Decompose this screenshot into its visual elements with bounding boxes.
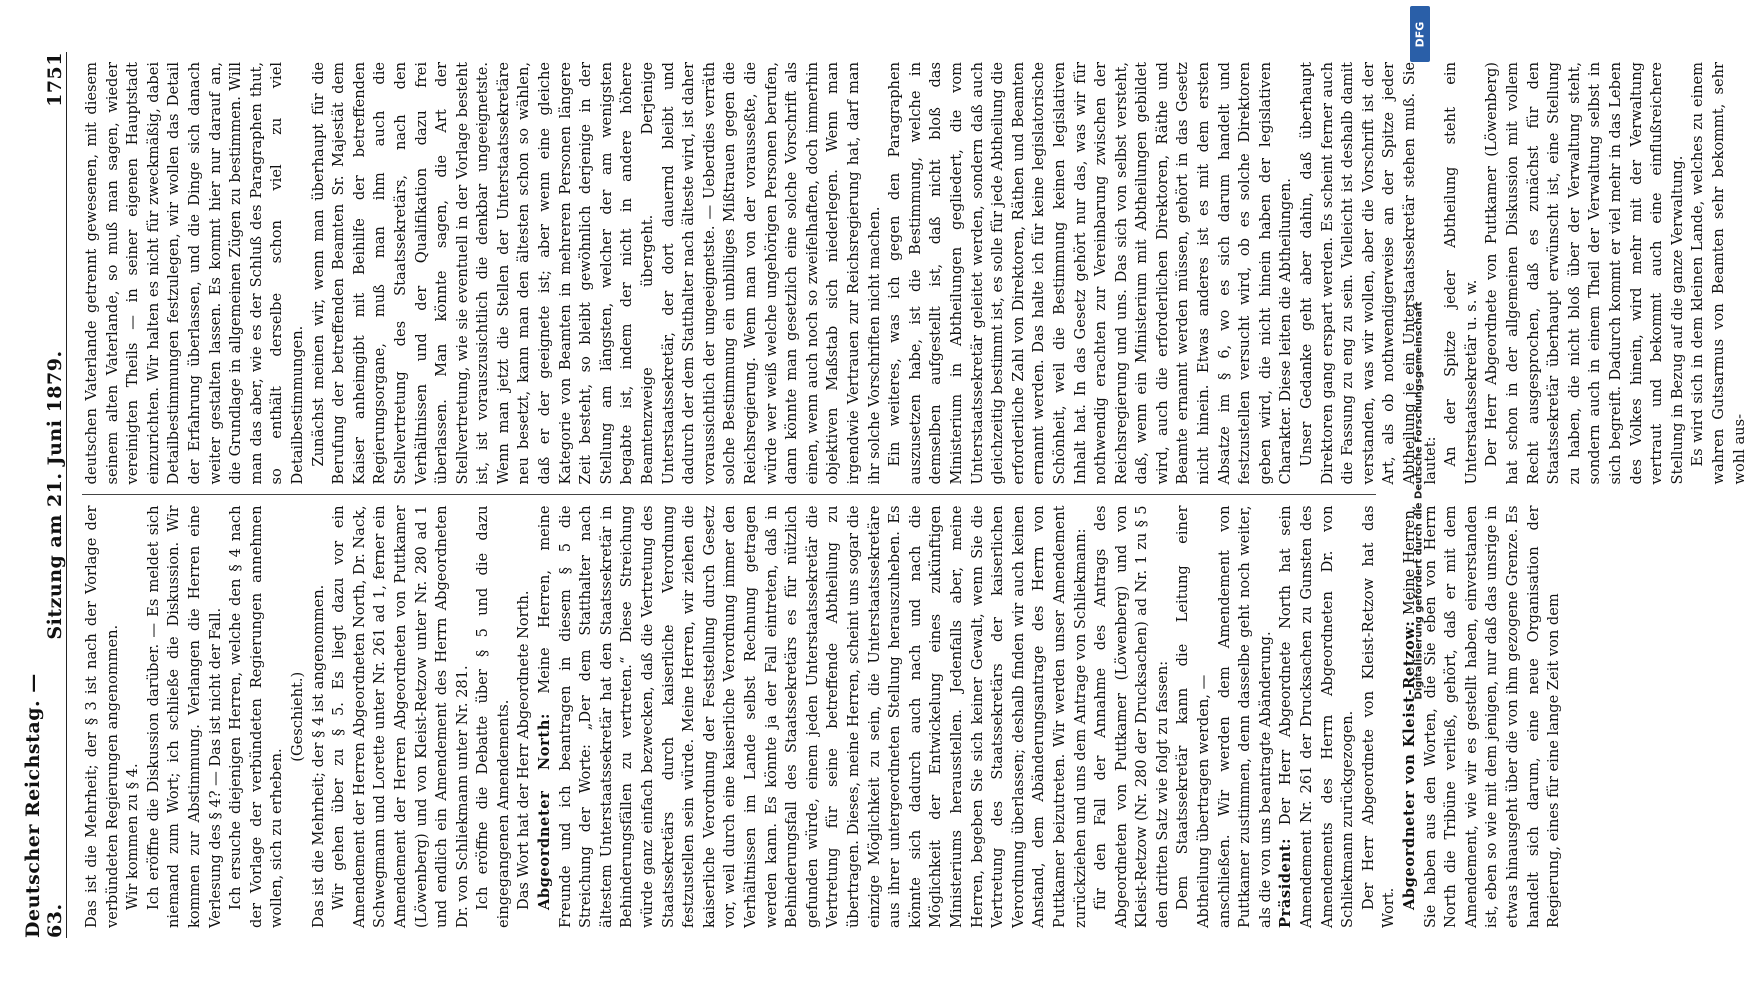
paragraph [82,506,123,929]
paragraph-text: Der Herr Abgeordnete von Puttkamer (Löwenberg) hat schon in der allgemeinen Diskussion mit vollem Recht ausgesprochen, daß es zunächst für den Staatssekretär überhaupt erwünscht ist, eine Stellung zu haben, die nicht bloß über der Verwaltung steht, sondern auch in einem Theil der Verwaltung selbst in sich begreift. Dadurch kommt er viel mehr in das Leben des Volkes hinein, wird mehr mit der Verwaltung vertraut und bekommt auch eine einflußreichere Stellung in Bezug auf die ganze Verwaltung. [1483,62,1686,485]
paragraph-text: Zunächst meinen wir, wenn man überhaupt für die Berufung der betreffenden Beamten Sr. Majestät dem Kaiser anheimgibt mit Beihilfe der betreffenden Regierungsorgane, muß man ihm auch die Stellvertretung des Staatssekretärs, nach den Verhältnissen und der Qualifikation dazu frei überlassen. Man könnte sagen, die Art der Stellvertretung, wie sie eventuell in der Vorlage besteht ist, ist vorauszusichtlich die denkbar ungeeignetste. Wenn man jetzt die Stellen der Unterstaatssekretäre neu besetzt, kann man den ältesten schon so wählen, daß er der geeignete ist; aber wenn eine gleiche Kategorie von Beamten in mehreren Personen längere Zeit besteht, so bleibt gewöhnlich derjenige in der Stellung am längsten, welcher der am wenigsten begabte ist, indem der nicht in andere höhere Beamtenzweige übergeht. Derjenige Unterstaatssekretär, der dort dauernd bleibt und dadurch der dem Statthalter nach älteste wird, ist daher voraussichtlich der ungeeignetste. — Ueberdies verräth solche Bestimmung ein unbilliges Mißtrauen gegen die Reichsregierung. Wenn man von der vorausseßte, die würde wer weiß welche ungehörigen Personen berufen, dann könnte man gesetzlich eine solche Vorschrift als einen, wenn auch noch so zweifelhaften, doch immerhin objektiven Maßstab sich niederlegen. Wenn man irgendwie Vertrauen zur Reichsregierung hat, darf man ihr solche Vorschriften nicht machen. [309,62,883,485]
header-publication: Deutscher Reichstag. — 63. [22,673,66,938]
paragraph-text: Das ist die Mehrheit; der § 3 ist nach der Vorlage der verbündeten Regierungen angenommen. [83,505,121,928]
paragraph [123,506,144,929]
paragraph [329,506,473,929]
page-header [22,52,67,938]
paragraph-text: Das Wort hat der Herr Abgeordnete North. [515,590,533,910]
paragraph [144,506,226,929]
paragraph-text: Das ist die Mehrheit; der § 4 ist angenommen. [309,584,327,928]
paragraph [82,62,309,485]
paragraph [885,62,1297,485]
paragraph-text: für den Fall der Annahme des Antrags des Abgeordneten von Puttkamer (Löwenberg) und von Kleist-Retzow (Nr. 280 der Drucksachen) ad Nr. 1 zu § 5 den dritten Satz wie folgt zu fassen: [1092,505,1171,928]
paragraph-text: deutschen Vaterlande getrennt gewesenen, mit diesem seinem alten Vaterlande, so muß man sagen, wieder vereinigten Theils — in seiner eigenen Hauptstadt einzurichten. Wir halten es nicht für zweckmäßig, dabei Detailbestimmungen festzulegen, wir wollen das Detail der Erfahrung überlassen, und die Dinge sich danach weiter gestalten lassen. Es kommt hier nur darauf an, die Grundlage in allgemeinen Zügen zu bestimmen. Will man das aber, wie es der Schluß des Paragraphen thut, so enthält derselbe schon viel zu viel Detailbestimmungen. [83,62,306,485]
paragraph [1215,506,1277,929]
header-session-date: Sitzung am 21. Juni 1879. [44,350,66,640]
paragraph-text: Dem Staatssekretär kann die Leitung einer Abtheilung übertragen werden, — [1174,505,1213,928]
paragraph-text: Meine Herren, meine Freunde und ich beantragen in diesem § 5 die Streichung der Worte: „Der dem Statthalter nach ältestem Unterstaatssekretär hat den Staatssekretär in Behinderungsfällen zu vertreten.“ Diese Streichung würde ganz einfach bezwecken, daß die Vertretung des Staatssekretärs durch kaiserliche Verordnung festzustellen sein würde. Meine Herren, wir ziehen die kaiserliche Verordnung der Feststellung durch Gesetz vor, weil durch eine kaiserliche Verordnung immer den Verhältnissen im Lande selbst Rechnung getragen werden kann. Es könnte ja der Fall eintreten, daß in Behinderungsfall des Staatssekretärs es für nützlich gefunden würde, einem jeden Unterstaatssekretär die Vertretung für seine betreffende Abtheilung zu übertragen. Dieses, meine Herren, scheint uns sogar die einzige Möglichkeit zu sein, die Unterstaatssekretäre aus ihrer untergeordneten Stellung herauszuheben. Es könnte sich dadurch auch nach und nach die Möglichkeit der Entwickelung eines zukünftigen Ministeriums herausstellen. Jedenfalls aber, meine Herren, begeben Sie sich keiner Gewalt, wenn Sie die Vertretung des Staatssekretärs der kaiserlichen Verordnung überlassen; deshalb finden wir auch keinen Anstand, dem Abänderungsantrage des Herrn von Puttkamer beizutreten. Wir werden unser Amendement zurückziehen und uns dem Antrage von Schliekmann: [536,505,1089,928]
dfg-logo: DFG [1410,6,1430,62]
right-column [82,52,1748,496]
paragraph-text: Ich ersuche diejenigen Herren, welche den § 4 nach der Vorlage der verbündeten Regierungen annehmen wollen, sich zu erheben. [227,505,286,928]
paragraph-text: Der Herr Abgeordnete von Kleist-Retzow hat das Wort. [1359,505,1398,928]
paragraph [1482,62,1688,485]
paragraph [535,506,1091,929]
paragraph [1091,506,1173,929]
paragraph-text: An der Spitze jeder Abtheilung steht ein Unterstaatssekretär u. s. w. [1442,62,1480,485]
paragraph [1441,62,1482,485]
paragraph [514,506,535,929]
paragraph [309,62,886,485]
paragraph-text: Meine Herren, Sie haben aus den Worten, die Sie eben von Herrn North die Tribüne verließ, gehört, daß er mit dem Amendement, wie wir es gestellt haben, einverstanden ist, eben so wie mit dem jenigen, nur daß das unsrige in etwas hinausgeht über die von ihm gezogene Grenze. Es handelt sich darum, eine neue Organisation der Regierung, eines für eine lange Zeit von dem [1401,505,1563,928]
paragraph-text: Der Herr Abgeordnete North hat sein Amendement Nr. 261 der Drucksachen zu Gunsten des Amendements des Herrn Abgeordneten Dr. von Schliekmann zurückgezogen. [1277,505,1357,928]
paragraph [1276,506,1358,929]
paragraph-text: Wir kommen zu § 4. [124,763,142,910]
paragraph [309,506,330,929]
paragraph [226,506,288,929]
paragraph-text: Ein weiteres, was ich gegen den Paragraphen auszusetzen habe, ist die Bestimmung, welche in demselben aufgestellt ist, daß nicht bloß das Ministerium in Abtheilungen gegliedert, die vom Unterstaatssekretär geleitet werden, sondern daß auch gleichzeitig bestimmt ist, es solle für jede Abtheilung die erforderliche Zahl von Direktoren, Räthen und Beamten ernannt werden. Das halte ich für keine legislatorische Schönheit, weil die Bestimmung keinen legislativen Inhalt hat. In das Gesetz gehört nur das, was wir für nothwendig erachten zur Vereinbarung zwischen der Reichsregierung und uns. Das sich von selbst versteht, daß, wenn ein Ministerium mit Abtheilungen gebildet wird, auch die erforderlichen Direktoren, Räthe und Beamte ernannt werden müssen, gehört in das Gesetz nicht hinein. Etwas anderes ist es mit dem ersten Absatze im § 6, wo es sich darum handelt und festzustellen versucht wird, ob es solche Direktoren geben wird, die nicht hinein haben der legislativen Charakter. Diese leiten die Abtheilungen. [886,62,1295,485]
speaker-name: Präsident: [1277,837,1295,928]
paragraph-text: Ich eröffne die Diskussion darüber. — Es meldet sich niemand zum Wort; ich schließe die Diskussion. Wir kommen zur Abstimmung. Verlangen die Herren eine Verlesung des § 4? — Das ist nicht der Fall. [144,505,224,928]
paragraph-text: Wir gehen über zu § 5. Es liegt dazu vor ein Amendement der Herren Abgeordneten North, Dr. Nack, Schwegmann und Lorette unter Nr. 261 ad 1, ferner ein Amendement der Herren Abgeordneten von Puttkamer (Löwenberg) und von Kleist-Retzow unter Nr. 280 ad 1 und endlich ein Amendement des Herrn Abgeordneten Dr. von Schliekmann unter Nr. 281. [330,505,471,928]
digitization-credit: Digitalisierung gefördert durch die Deutsche Forschungsgemeinschaft [1413,301,1425,699]
paragraph-text: anschließen. Wir werden dem Amendement von Puttkamer zustimmen, denn dasselbe geht noch weiter, als die von uns beantragte Abänderung. [1215,505,1274,928]
page-number: 1751 [44,52,66,107]
speaker-name: Abgeordneter North: [536,713,554,910]
paragraph-text: Unser Gedanke geht aber dahin, daß überhaupt Direktoren gang erspart werden. Es scheint ferner auch die Fassung zu eng zu sein. Vielleicht ist deshalb damit verstanden, was wir wollen, aber die Vorschrift ist der Art, als ob nothwendigerweise an der Spitze jeder Abtheilung je ein Unterstaatssekretär stehen muß. Sie lautet: [1298,62,1439,485]
paragraph [1688,62,1750,485]
paragraph [288,506,309,929]
paragraph [1359,506,1400,929]
paragraph-text: (Geschieht.) [288,671,306,762]
paragraph [1173,506,1214,929]
paragraph-text: Ich eröffne die Debatte über § 5 und die dazu eingegangenen Amendements. [474,505,512,928]
paragraph [473,506,514,929]
speaker-name: Abgeordneter von Kleist-Retzow: [1401,620,1418,910]
paragraph-text: Es wird sich in dem kleinen Lande, welches zu einem wahren Gutsarmus von Beamten sehr bekommt, sehr wohl aus- [1689,62,1748,485]
